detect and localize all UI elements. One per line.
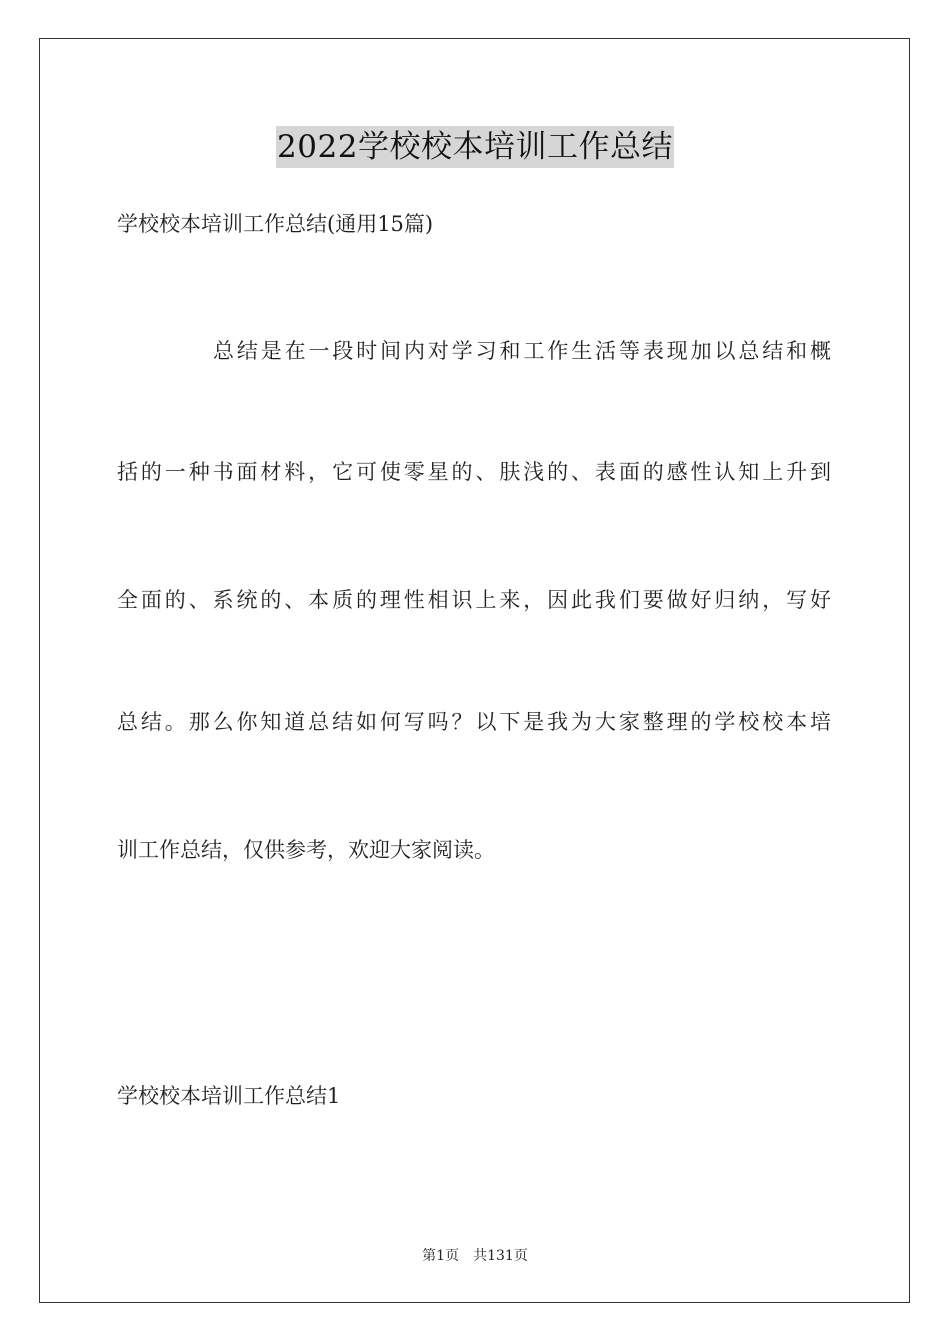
paragraph-line-1: 总结是在一段时间内对学习和工作生活等表现加以总结和概 — [213, 339, 831, 363]
page-number: 第1页 — [422, 1248, 460, 1264]
total-pages: 共131页 — [473, 1248, 528, 1264]
paragraph-line-5: 训工作总结，仅供参考，欢迎大家阅读。 — [117, 838, 495, 862]
document-subtitle: 学校校本培训工作总结(通用15篇) — [117, 212, 434, 236]
paragraph-line-4: 总结。那么你知道总结如何写吗？以下是我为大家整理的学校校本培 — [117, 710, 831, 734]
title-container — [0, 126, 950, 168]
paragraph-line-3: 全面的、系统的、本质的理性相识上来，因此我们要做好归纳，写好 — [117, 588, 831, 612]
page-footer — [0, 1246, 950, 1266]
section-heading: 学校校本培训工作总结1 — [117, 1084, 341, 1108]
paragraph-line-2: 括的一种书面材料，它可使零星的、肤浅的、表面的感性认知上升到 — [117, 460, 831, 484]
document-title: 2022学校校本培训工作总结 — [276, 126, 674, 168]
